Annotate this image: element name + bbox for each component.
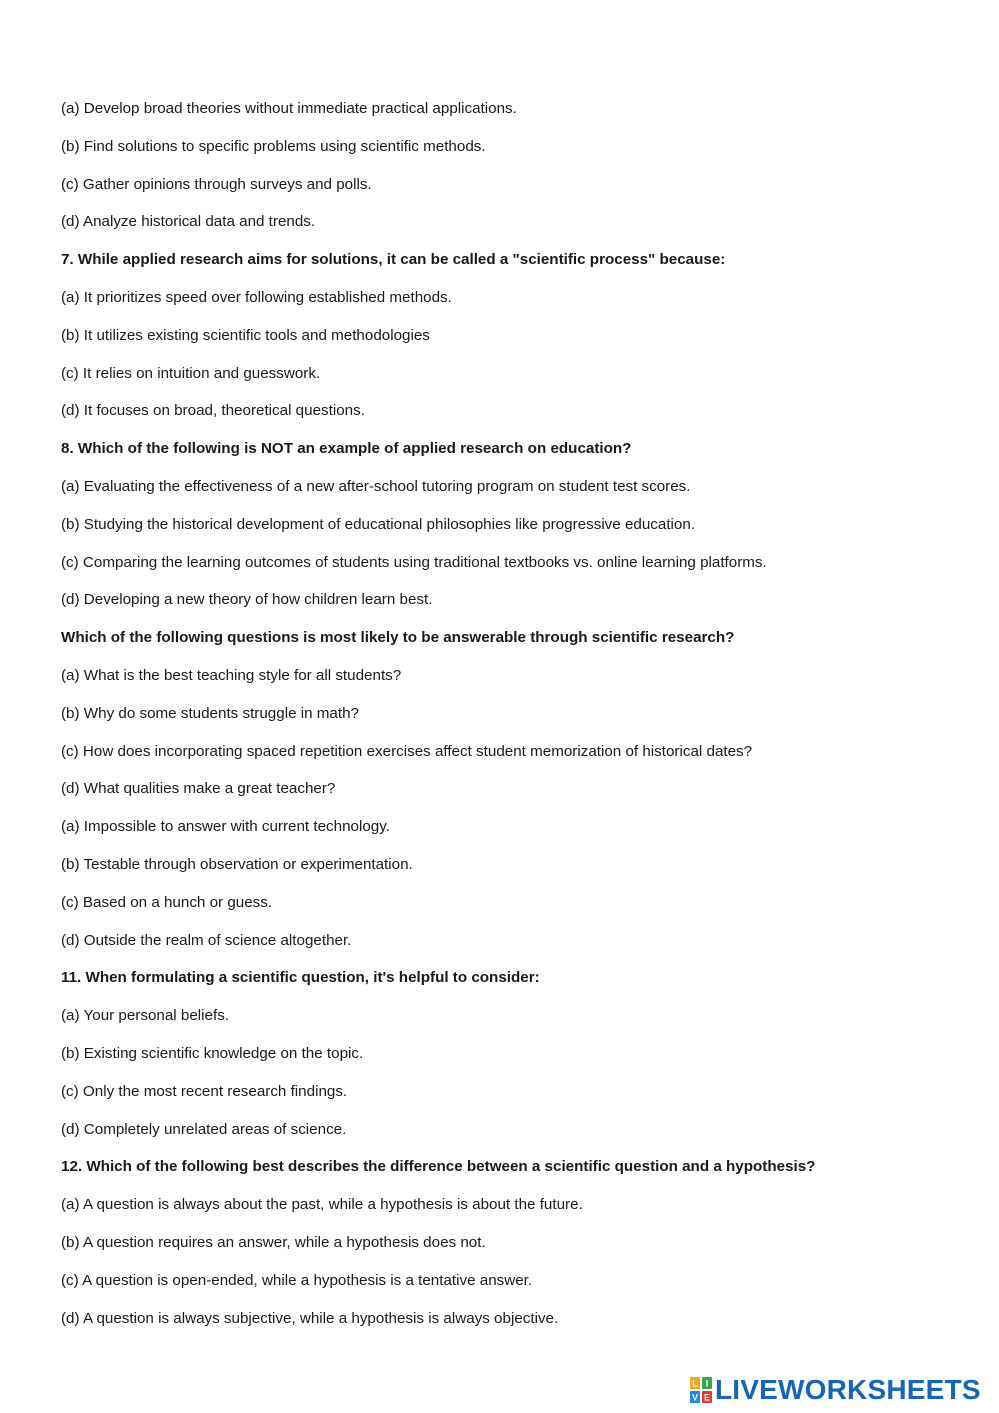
svg-text:E: E (703, 1392, 711, 1403)
answer-option: (b) Studying the historical development of educational philosophies like progressive education. (61, 515, 696, 533)
answer-option: (d) What qualities make a great teacher? (61, 780, 336, 798)
answer-option: (c) Comparing the learning outcomes of students using traditional textbooks vs. online learning platforms. (61, 553, 767, 571)
answer-option: (a) Impossible to answer with current technology. (61, 818, 390, 836)
answer-option: (c) Only the most recent research findings. (61, 1082, 348, 1100)
answer-option: (b) Testable through observation or experimentation. (61, 855, 413, 873)
answer-option: (b) Why do some students struggle in math? (61, 704, 359, 722)
liveworksheets-logo (690, 1374, 981, 1406)
svg-text:L: L (692, 1378, 698, 1389)
answer-option: (a) A question is always about the past, while a hypothesis is about the future. (61, 1196, 583, 1214)
question-8: 8. Which of the following is NOT an example of applied research on education? (61, 440, 632, 458)
question-9: Which of the following questions is most likely to be answerable through scientific research? (61, 629, 735, 647)
question-11: 11. When formulating a scientific question, it's helpful to consider: (61, 969, 540, 987)
worksheet-content (61, 98, 961, 1345)
answer-option: (c) Based on a hunch or guess. (61, 893, 273, 911)
svg-text:I: I (705, 1378, 709, 1389)
answer-option: (d) Developing a new theory of how children learn best. (61, 591, 433, 609)
liveworksheets-mark-icon (690, 1377, 712, 1403)
answer-option: (d) A question is always subjective, while a hypothesis is always objective. (61, 1309, 559, 1327)
answer-option: (b) It utilizes existing scientific tools and methodologies (61, 326, 430, 344)
answer-option: (a) Your personal beliefs. (61, 1007, 230, 1025)
answer-option: (b) Existing scientific knowledge on the topic. (61, 1044, 364, 1062)
answer-option: (a) What is the best teaching style for all students? (61, 666, 402, 684)
question-12: 12. Which of the following best describes the difference between a scientific question and a hypothesis? (61, 1158, 816, 1176)
answer-option: (d) Analyze historical data and trends. (61, 213, 316, 231)
answer-option: (c) Gather opinions through surveys and polls. (61, 175, 372, 193)
question-7: 7. While applied research aims for solutions, it can be called a "scientific process" because: (61, 251, 726, 269)
svg-text:V: V (691, 1392, 699, 1403)
answer-option: (d) Outside the realm of science altogether. (61, 931, 352, 949)
answer-option: (d) Completely unrelated areas of science. (61, 1120, 347, 1138)
liveworksheets-wordmark: LIVEWORKSHEETS (715, 1374, 981, 1405)
answer-option: (a) Develop broad theories without immediate practical applications. (61, 100, 517, 117)
answer-option: (b) A question requires an answer, while a hypothesis does not. (61, 1233, 486, 1251)
answer-option: (a) It prioritizes speed over following established methods. (61, 288, 452, 306)
answer-option: (c) A question is open-ended, while a hypothesis is a tentative answer. (61, 1271, 533, 1289)
answer-option: (b) Find solutions to specific problems using scientific methods. (61, 137, 486, 155)
answer-option: (a) Evaluating the effectiveness of a new after-school tutoring program on student test scores. (61, 477, 691, 495)
answer-option: (c) How does incorporating spaced repetition exercises affect student memorization of historical dates? (61, 742, 753, 760)
answer-option: (c) It relies on intuition and guesswork. (61, 364, 321, 382)
answer-option: (d) It focuses on broad, theoretical questions. (61, 402, 365, 420)
